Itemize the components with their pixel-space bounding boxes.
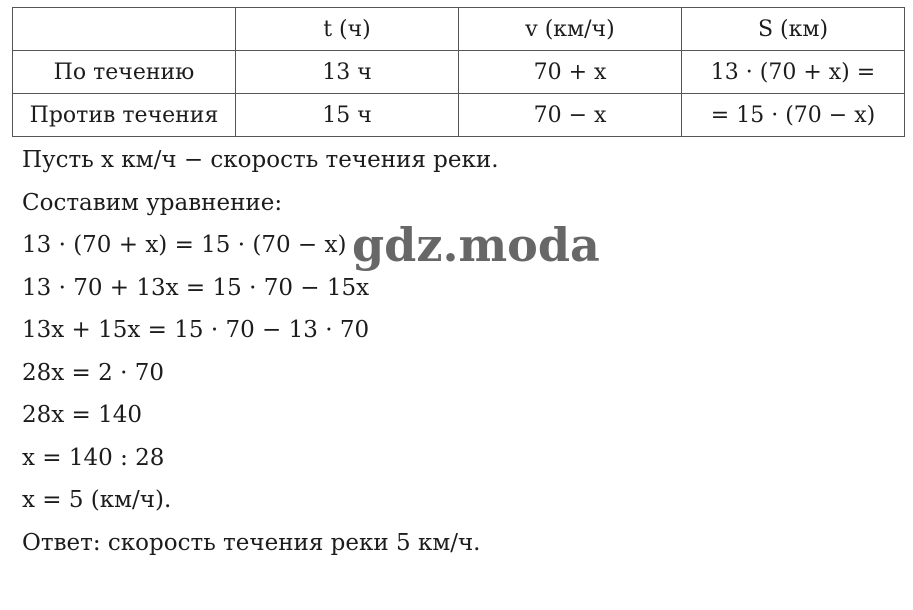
table-cell: 70 − x [459,94,682,137]
table-cell: 13 ч [236,51,459,94]
solution-line: 13 · 70 + 13x = 15 · 70 − 15x [22,274,370,301]
motion-table [12,7,905,137]
table-cell: 70 + x [459,51,682,94]
watermark-logo: gdz.moda [352,218,600,272]
solution-text [22,139,499,564]
table-header-cell: S (км) [682,8,905,51]
table-cell: 15 ч [236,94,459,137]
table-header-cell: t (ч) [236,8,459,51]
table-header-row [13,8,905,51]
table-row [13,51,905,94]
solution-line: Составим уравнение: [22,189,283,216]
solution-line: 28x = 140 [22,402,143,428]
table-cell: Против течения [13,94,236,137]
table-cell: По течению [13,51,236,94]
table-header-cell [13,8,236,51]
solution-line: 13x + 15x = 15 · 70 − 13 · 70 [22,317,370,343]
table-cell: = 15 · (70 − x) [682,94,905,137]
solution-line: Ответ: скорость течения реки 5 км/ч. [22,529,481,556]
solution-line: x = 5 (км/ч). [22,487,172,513]
solution-line: x = 140 : 28 [22,444,165,471]
solution-line: 28x = 2 · 70 [22,359,164,386]
solution-line: Пусть x км/ч − скорость течения реки. [22,147,499,173]
table-header-cell: v (км/ч) [459,8,682,51]
table-row [13,94,905,137]
table-cell: 13 · (70 + x) = [682,51,905,94]
solution-line: 13 · (70 + x) = 15 · (70 − x) [22,232,347,258]
